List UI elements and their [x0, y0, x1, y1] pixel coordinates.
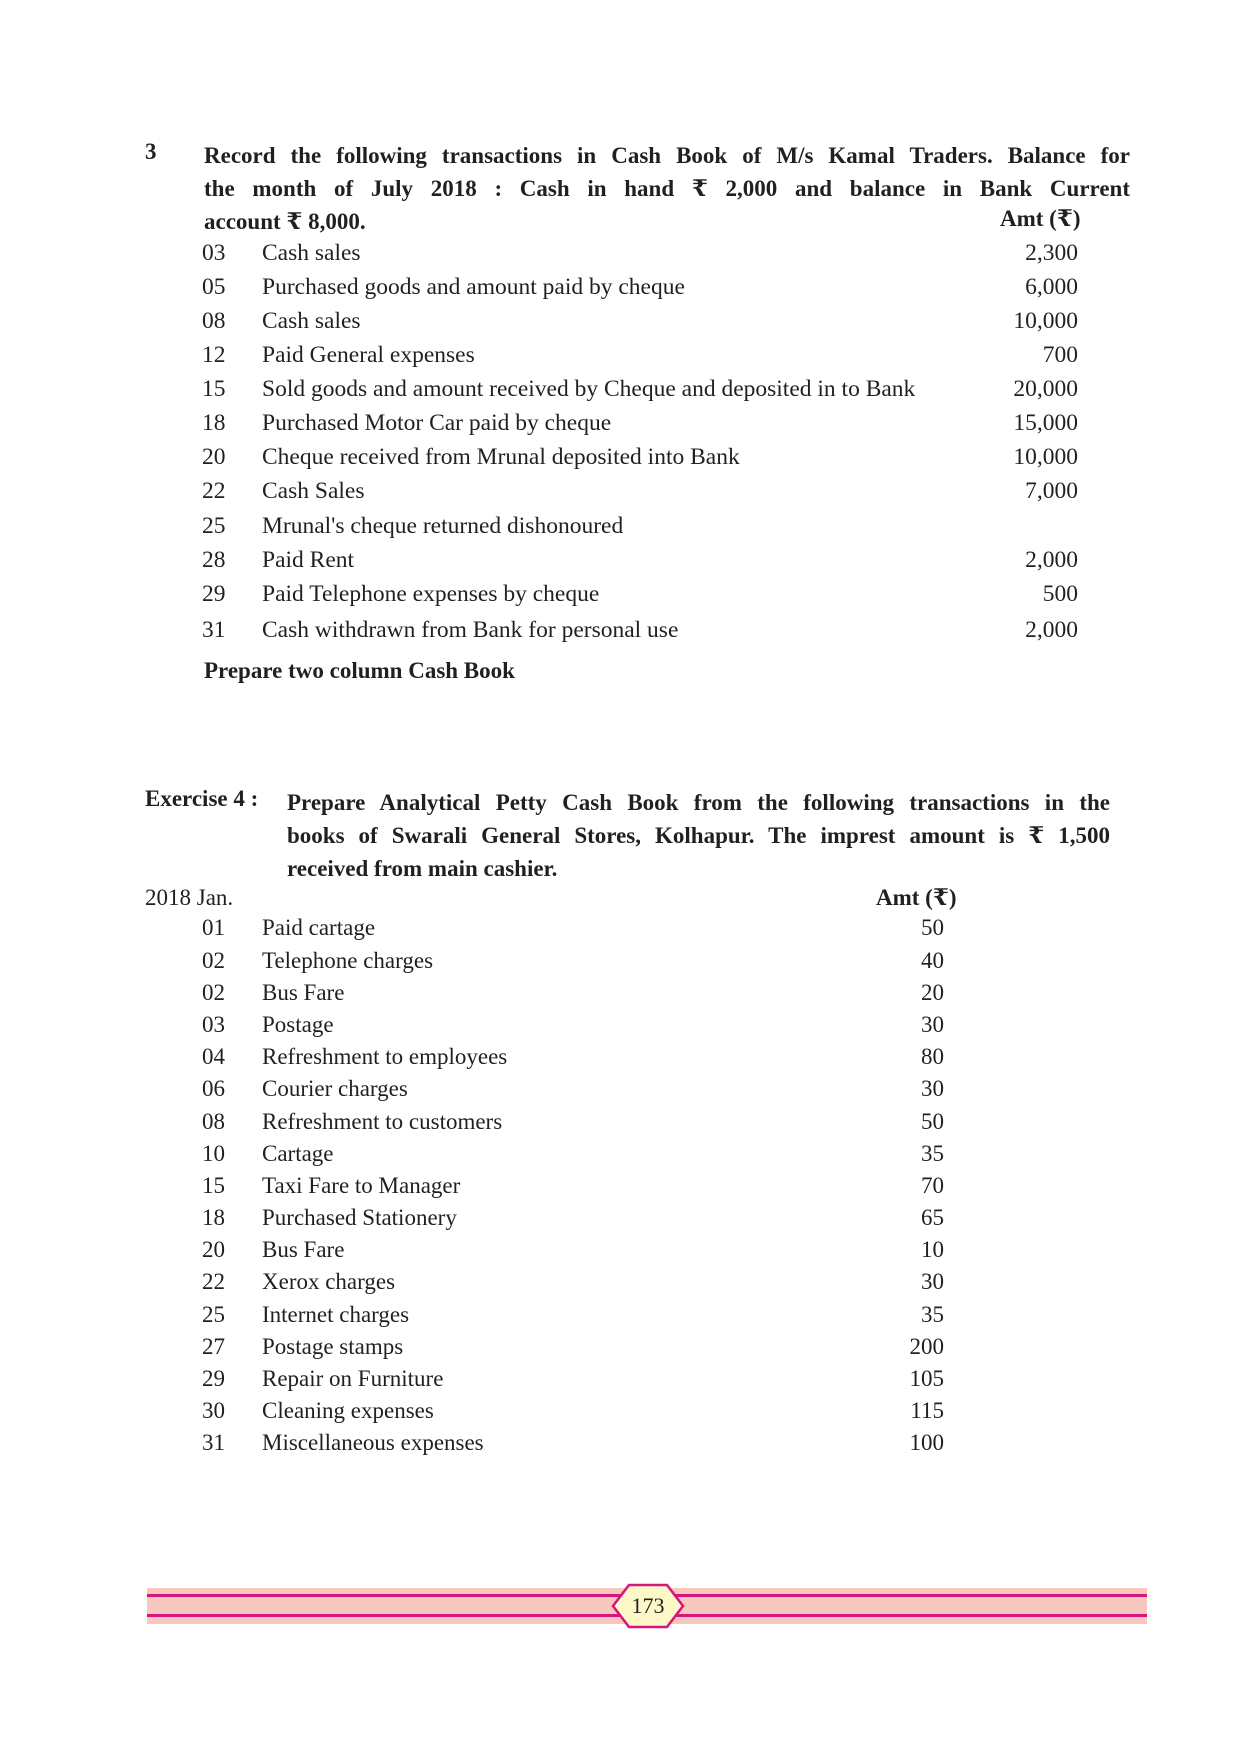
- transaction-date: 02: [202, 980, 225, 1005]
- transaction-description: Cash withdrawn from Bank for personal use: [262, 617, 679, 643]
- list-item: [0, 1012, 1241, 1046]
- transaction-amount: 20,000: [1013, 376, 1078, 402]
- transaction-amount: 105: [909, 1366, 944, 1391]
- transaction-description: Refreshment to customers: [262, 1109, 503, 1134]
- transaction-date: 22: [202, 1269, 225, 1294]
- transaction-amount: 65: [921, 1205, 944, 1230]
- transaction-date: 25: [202, 1302, 225, 1327]
- transaction-description: Postage: [262, 1012, 334, 1037]
- transaction-date: 20: [202, 1237, 225, 1262]
- transaction-description: Paid Telephone expenses by cheque: [262, 581, 600, 607]
- transaction-description: Cleaning expenses: [262, 1398, 434, 1423]
- question-title: [204, 139, 1130, 238]
- question-title-line: account ₹ 8,000.: [204, 209, 366, 234]
- list-item: [0, 342, 1241, 376]
- question-title-line: Record the following transactions in Cash Book of M/s Kamal Traders. Balance for: [204, 143, 1130, 168]
- transaction-date: 01: [202, 915, 225, 940]
- transaction-description: Cash Sales: [262, 478, 365, 504]
- transaction-amount: 50: [921, 1109, 944, 1134]
- transaction-description: Repair on Furniture: [262, 1366, 444, 1391]
- list-item: [0, 1430, 1241, 1464]
- transaction-amount: 30: [921, 1076, 944, 1101]
- page-number-badge: [611, 1583, 685, 1629]
- transaction-amount: 2,000: [1025, 617, 1078, 643]
- list-item: [0, 948, 1241, 982]
- transaction-date: 15: [202, 376, 226, 402]
- transaction-amount: 70: [921, 1173, 944, 1198]
- transaction-amount: 35: [921, 1141, 944, 1166]
- list-item: [0, 617, 1241, 651]
- transaction-date: 04: [202, 1044, 225, 1069]
- transaction-date: 30: [202, 1398, 225, 1423]
- exercise-title-line: Prepare Analytical Petty Cash Book from the following transactions in the: [287, 790, 1110, 815]
- transaction-amount: 10,000: [1013, 308, 1078, 334]
- transaction-amount: 30: [921, 1012, 944, 1037]
- transaction-date: 02: [202, 948, 225, 973]
- transaction-description: Paid cartage: [262, 915, 376, 940]
- transaction-amount: 6,000: [1025, 274, 1078, 300]
- list-item: [0, 1237, 1241, 1271]
- exercise-title-line: books of Swarali General Stores, Kolhapur. The imprest amount is ₹ 1,500: [287, 823, 1110, 848]
- list-item: [0, 478, 1241, 512]
- transaction-date: 18: [202, 410, 226, 436]
- transaction-amount: 50: [921, 915, 944, 940]
- transaction-date: 06: [202, 1076, 225, 1101]
- transaction-amount: 20: [921, 980, 944, 1005]
- transaction-date: 28: [202, 547, 226, 573]
- transaction-amount: 700: [1042, 342, 1078, 368]
- exercise-title: [287, 786, 1110, 885]
- transaction-amount: 10: [921, 1237, 944, 1262]
- transaction-amount: 40: [921, 948, 944, 973]
- transaction-date: 31: [202, 1430, 225, 1455]
- list-item: [0, 581, 1241, 615]
- transaction-date: 12: [202, 342, 226, 368]
- transaction-description: Cartage: [262, 1141, 334, 1166]
- transaction-description: Cash sales: [262, 240, 361, 266]
- page-number: 173: [631, 1593, 665, 1618]
- transaction-description: Courier charges: [262, 1076, 408, 1101]
- transaction-amount: 35: [921, 1302, 944, 1327]
- list-item: [0, 376, 1241, 410]
- transaction-description: Bus Fare: [262, 980, 345, 1005]
- question-number: 3: [145, 139, 157, 164]
- list-item: [0, 308, 1241, 342]
- transaction-description: Sold goods and amount received by Cheque and deposited in to Bank: [262, 376, 916, 402]
- list-item: [0, 1076, 1241, 1110]
- transaction-date: 25: [202, 513, 226, 539]
- list-item: [0, 1334, 1241, 1368]
- list-item: [0, 1205, 1241, 1239]
- transaction-date: 08: [202, 1109, 225, 1134]
- transaction-amount: 30: [921, 1269, 944, 1294]
- transaction-description: Bus Fare: [262, 1237, 345, 1262]
- transaction-description: Cheque received from Mrunal deposited into Bank: [262, 444, 740, 470]
- transaction-date: 20: [202, 444, 226, 470]
- list-item: [0, 1173, 1241, 1207]
- transaction-date: 15: [202, 1173, 225, 1198]
- transaction-date: 22: [202, 478, 226, 504]
- list-item: [0, 1366, 1241, 1400]
- list-item: [0, 1269, 1241, 1303]
- transaction-amount: 200: [909, 1334, 944, 1359]
- transaction-description: Mrunal's cheque returned dishonoured: [262, 513, 624, 539]
- transaction-date: 31: [202, 617, 226, 643]
- list-item: [0, 513, 1241, 547]
- transaction-description: Postage stamps: [262, 1334, 404, 1359]
- transaction-amount: 2,300: [1025, 240, 1078, 266]
- transaction-amount: 7,000: [1025, 478, 1078, 504]
- transaction-description: Internet charges: [262, 1302, 410, 1327]
- transaction-description: Cash sales: [262, 308, 361, 334]
- question-title-line: the month of July 2018 : Cash in hand ₹ 2,000 and balance in Bank Current: [204, 176, 1130, 201]
- transaction-description: Purchased Motor Car paid by cheque: [262, 410, 612, 436]
- year-month-label: 2018 Jan.: [145, 885, 234, 910]
- transaction-amount: 500: [1042, 581, 1078, 607]
- list-item: [0, 1302, 1241, 1336]
- list-item: [0, 274, 1241, 308]
- transaction-date: 29: [202, 1366, 225, 1391]
- amount-column-header: Amt (₹): [876, 885, 957, 910]
- list-item: [0, 1044, 1241, 1078]
- transaction-amount: 2,000: [1025, 547, 1078, 573]
- transaction-amount: 10,000: [1013, 444, 1078, 470]
- transaction-date: 08: [202, 308, 226, 334]
- transaction-date: 10: [202, 1141, 225, 1166]
- list-item: [0, 444, 1241, 478]
- transaction-description: Miscellaneous expenses: [262, 1430, 484, 1455]
- amount-column-header: Amt (₹): [1000, 206, 1081, 231]
- instruction-text: Prepare two column Cash Book: [204, 658, 515, 683]
- transaction-description: Paid Rent: [262, 547, 355, 573]
- transaction-description: Taxi Fare to Manager: [262, 1173, 461, 1198]
- list-item: [0, 240, 1241, 274]
- transaction-amount: 80: [921, 1044, 944, 1069]
- transaction-date: 27: [202, 1334, 225, 1359]
- transaction-date: 05: [202, 274, 226, 300]
- list-item: [0, 1398, 1241, 1432]
- transaction-amount: 100: [909, 1430, 944, 1455]
- transaction-date: 18: [202, 1205, 225, 1230]
- transaction-description: Purchased Stationery: [262, 1205, 457, 1230]
- list-item: [0, 980, 1241, 1014]
- transaction-amount: 115: [910, 1398, 944, 1423]
- transaction-description: Refreshment to employees: [262, 1044, 508, 1069]
- transaction-description: Xerox charges: [262, 1269, 396, 1294]
- transaction-amount: 15,000: [1013, 410, 1078, 436]
- transaction-description: Paid General expenses: [262, 342, 475, 368]
- list-item: [0, 1141, 1241, 1175]
- transaction-date: 03: [202, 240, 226, 266]
- transaction-date: 03: [202, 1012, 225, 1037]
- list-item: [0, 1109, 1241, 1143]
- exercise-label: Exercise 4 :: [145, 786, 259, 811]
- transaction-date: 29: [202, 581, 226, 607]
- list-item: [0, 915, 1241, 949]
- list-item: [0, 547, 1241, 581]
- transaction-description: Purchased goods and amount paid by cheque: [262, 274, 685, 300]
- transaction-description: Telephone charges: [262, 948, 434, 973]
- exercise-title-line: received from main cashier.: [287, 856, 558, 881]
- list-item: [0, 410, 1241, 444]
